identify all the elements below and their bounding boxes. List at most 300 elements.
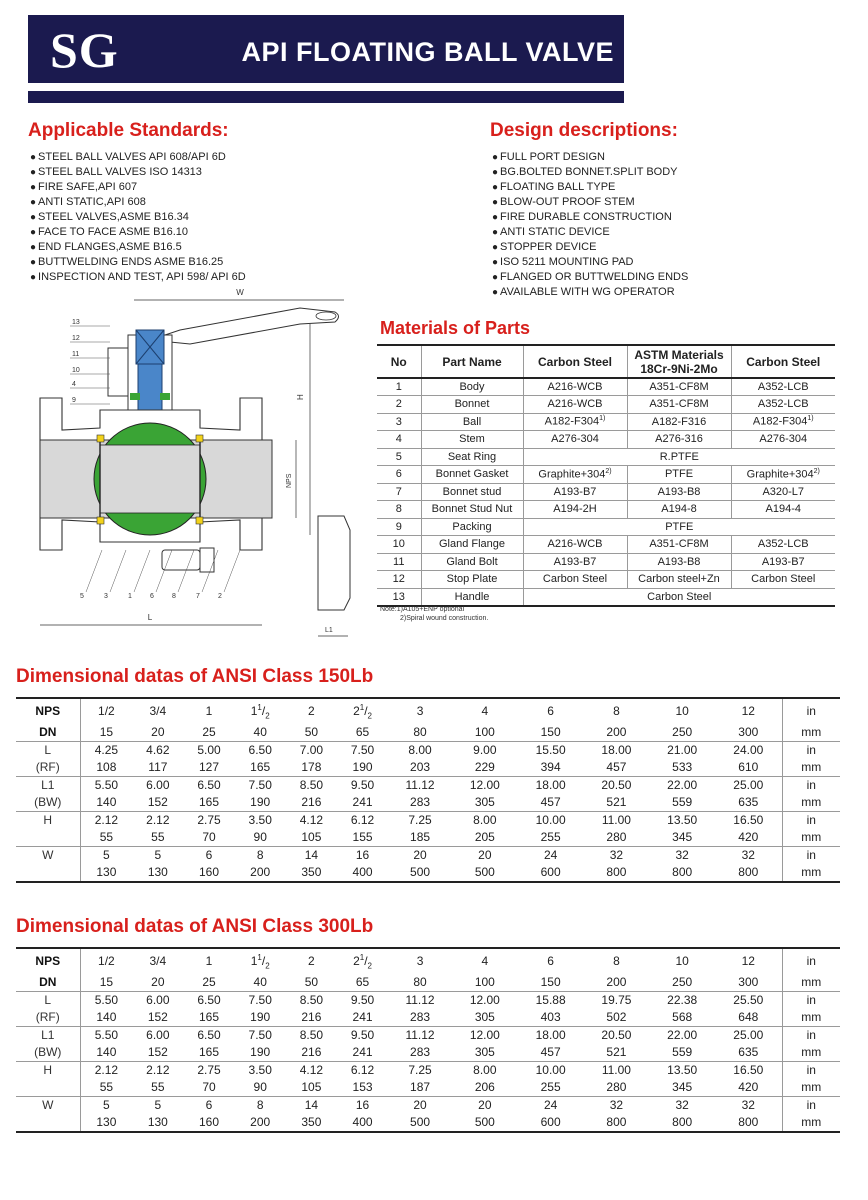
col-part-name: Part Name xyxy=(421,345,523,378)
dim-cell: 18.00 xyxy=(518,777,584,795)
dim-cell: 15 xyxy=(99,975,114,990)
dim-cell: 187 xyxy=(410,1080,431,1095)
material-value: A276-304 xyxy=(731,431,835,449)
dim-cell: 8.00 xyxy=(452,1062,518,1080)
dim-cell: 9.50 xyxy=(337,992,388,1010)
dim-cell: 65 xyxy=(355,725,370,740)
dim-row-label: NPS xyxy=(16,948,80,974)
dim-row xyxy=(16,974,840,992)
dim-row-label: L1 xyxy=(16,777,80,795)
nps-dim-label: NPS xyxy=(286,473,293,488)
material-no: 12 xyxy=(377,571,421,589)
dim-row-label xyxy=(16,829,80,847)
dim-cell: 420 xyxy=(738,1080,759,1095)
dim-cell: 20.50 xyxy=(584,777,650,795)
dim-cell: 70 xyxy=(202,830,216,845)
dim-cell: 800 xyxy=(715,864,782,882)
dim-cell: 200 xyxy=(235,864,286,882)
dim-cell: 178 xyxy=(301,760,322,775)
dim-cell: 5 xyxy=(80,847,132,865)
dim-cell: 140 xyxy=(96,1010,117,1025)
dim-cell: 14 xyxy=(286,1097,337,1115)
dim-cell: 24.00 xyxy=(715,742,782,760)
dim-cell: 3.50 xyxy=(235,812,286,830)
dim-cell: 20 xyxy=(388,1097,452,1115)
material-no: 2 xyxy=(377,396,421,414)
col-astm-line1: ASTM Materials xyxy=(634,347,724,362)
dim-cell: 200 xyxy=(235,1114,286,1132)
dim-row-label: L1 xyxy=(16,1027,80,1045)
design-item: ● FLOATING BALL TYPE xyxy=(492,180,688,195)
material-value: A194-2H xyxy=(523,501,627,519)
material-part: Seat Ring xyxy=(421,448,523,466)
dim-unit: mm xyxy=(782,829,840,847)
dim-cell: 400 xyxy=(337,1114,388,1132)
dim-cell: 200 xyxy=(606,975,627,990)
dim-cell: 206 xyxy=(474,1080,495,1095)
dim-cell: 152 xyxy=(147,1010,168,1025)
dim-row-label: L xyxy=(16,742,80,760)
dim-unit: mm xyxy=(782,1044,840,1062)
material-value: A193-B7 xyxy=(523,483,627,501)
dim-cell: 345 xyxy=(672,1080,693,1095)
dim-cell: 55 xyxy=(99,830,114,845)
dim-cell: 350 xyxy=(286,1114,337,1132)
dim-cell: 32 xyxy=(715,1097,782,1115)
dim-cell: 155 xyxy=(352,830,373,845)
dim-unit: mm xyxy=(782,974,840,992)
material-row xyxy=(377,413,835,431)
dim-cell: 255 xyxy=(540,830,561,845)
part-callout: 7 xyxy=(196,593,200,600)
dim-cell: 229 xyxy=(474,760,495,775)
dim-cell: 559 xyxy=(672,1045,693,1060)
dim-cell: 20 xyxy=(452,847,518,865)
dim-unit: mm xyxy=(782,724,840,742)
dim-cell: 165 xyxy=(199,795,220,810)
material-part: Handle xyxy=(421,588,523,606)
col-astm-line2: 18Cr-9Ni-2Mo xyxy=(640,361,718,376)
material-row xyxy=(377,378,835,396)
material-value: $Graphite+304^{2)}$ xyxy=(523,466,627,484)
valve-drawing xyxy=(0,280,370,660)
dim-cell: 350 xyxy=(286,864,337,882)
dim-cell: 32 xyxy=(584,847,650,865)
dim-cell: 5 xyxy=(80,1097,132,1115)
dim-cell: 15.50 xyxy=(518,742,584,760)
material-part: Bonnet Stud Nut xyxy=(421,501,523,519)
dim-cell: 205 xyxy=(474,830,495,845)
dim-cell: 4.62 xyxy=(132,742,183,760)
material-row xyxy=(377,588,835,606)
material-value: A216-WCB xyxy=(523,396,627,414)
materials-table xyxy=(377,344,835,607)
part-callout: 12 xyxy=(72,335,80,342)
dim-cell: 800 xyxy=(584,864,650,882)
dim-cell: $1^1/_2$ xyxy=(235,948,286,974)
dim-row-label: H xyxy=(16,1062,80,1080)
material-value: A320-L7 xyxy=(731,483,835,501)
dim-cell: 100 xyxy=(474,725,495,740)
dim-cell: $2^1/_2$ xyxy=(337,698,388,724)
dim-cell: 6 xyxy=(518,948,584,974)
dim-cell: 11.12 xyxy=(388,992,452,1010)
seat-ring xyxy=(97,435,104,442)
dim-cell: 70 xyxy=(202,1080,216,1095)
material-value: A182-F304$^{1)}$ xyxy=(523,413,627,431)
dim-cell: 10 xyxy=(649,698,715,724)
stop-plate xyxy=(108,348,128,396)
material-part: Gland Bolt xyxy=(421,553,523,571)
design-item: ● FULL PORT DESIGN xyxy=(492,150,688,165)
design-item: ● FLANGED OR BUTTWELDING ENDS xyxy=(492,270,688,285)
dim-row-label: (RF) xyxy=(16,1009,80,1027)
dim-cell: 153 xyxy=(352,1080,373,1095)
design-heading: Design descriptions: xyxy=(490,120,678,141)
dim-cell: 635 xyxy=(738,795,759,810)
dim300-heading: Dimensional datas of ANSI Class 300Lb xyxy=(16,916,374,937)
dim-cell: 4.12 xyxy=(286,1062,337,1080)
dim-cell: 502 xyxy=(606,1010,627,1025)
dim-row-label: H xyxy=(16,812,80,830)
dim-cell: 12.00 xyxy=(452,777,518,795)
dim-cell: 5 xyxy=(132,847,183,865)
l-dim-label: L xyxy=(147,613,153,622)
standards-item: ● END FLANGES,ASME B16.5 xyxy=(30,240,246,255)
dim-cell: 3.50 xyxy=(235,1062,286,1080)
dim-cell: 6.00 xyxy=(132,777,183,795)
dim-cell: 160 xyxy=(183,864,234,882)
standards-item: ● FACE TO FACE ASME B16.10 xyxy=(30,225,246,240)
material-value: Carbon Steel xyxy=(523,588,835,606)
design-item: ● BG.BOLTED BONNET.SPLIT BODY xyxy=(492,165,688,180)
material-value: PTFE xyxy=(523,518,835,536)
dim150-heading: Dimensional datas of ANSI Class 150Lb xyxy=(16,666,374,687)
dim-cell: 165 xyxy=(199,1010,220,1025)
dim-cell: 11.00 xyxy=(584,1062,650,1080)
dim-cell: 280 xyxy=(606,1080,627,1095)
dim-cell: 800 xyxy=(649,1114,715,1132)
dim-cell: 2.75 xyxy=(183,1062,234,1080)
dim150-table xyxy=(16,697,840,883)
dim-cell: 4 xyxy=(452,698,518,724)
dim-row xyxy=(16,1027,840,1045)
dim-cell: 4 xyxy=(452,948,518,974)
dim-cell: 250 xyxy=(672,975,693,990)
dim-cell: 241 xyxy=(352,795,373,810)
dim-cell: 394 xyxy=(540,760,561,775)
dim-cell: 105 xyxy=(301,830,322,845)
dim-cell: 1/2 xyxy=(80,698,132,724)
part-callout: 11 xyxy=(72,351,80,358)
dim-cell: 14 xyxy=(286,847,337,865)
material-value: A216-WCB xyxy=(523,378,627,396)
dim-cell: 635 xyxy=(738,1045,759,1060)
dim-row-label: L xyxy=(16,992,80,1010)
material-part: Ball xyxy=(421,413,523,431)
dim-cell: 22.00 xyxy=(649,1027,715,1045)
material-part: Stop Plate xyxy=(421,571,523,589)
dim-cell: 55 xyxy=(151,830,165,845)
dim-cell: 80 xyxy=(413,725,427,740)
material-value: A351-CF8M xyxy=(627,378,731,396)
dim-row xyxy=(16,724,840,742)
material-value: A193-B8 xyxy=(627,553,731,571)
dim-cell: 457 xyxy=(540,1045,561,1060)
dim-cell: 16 xyxy=(337,847,388,865)
dim-cell: 500 xyxy=(388,1114,452,1132)
col-carbon-steel-2: Carbon Steel xyxy=(731,345,835,378)
brand-logo: SG xyxy=(50,22,119,78)
dim-cell: 24 xyxy=(518,847,584,865)
dim-cell: 11.12 xyxy=(388,1027,452,1045)
dim-cell: 50 xyxy=(304,975,319,990)
buttweld-end xyxy=(318,516,350,610)
dim-cell: 283 xyxy=(410,795,431,810)
material-row xyxy=(377,396,835,414)
dim-unit: in xyxy=(782,1097,840,1115)
dim-cell: 648 xyxy=(738,1010,759,1025)
dim-cell: 8 xyxy=(584,948,650,974)
dim-row-label xyxy=(16,1114,80,1132)
dim-cell: 12.00 xyxy=(452,992,518,1010)
material-value: PTFE xyxy=(627,466,731,484)
dim-unit: in xyxy=(782,1027,840,1045)
dim-row xyxy=(16,1044,840,1062)
dim-cell: 165 xyxy=(250,760,271,775)
standards-item: ● BUTTWELDING ENDS ASME B16.25 xyxy=(30,255,246,270)
material-row xyxy=(377,466,835,484)
material-value: A193-B8 xyxy=(627,483,731,501)
design-list xyxy=(492,150,688,300)
material-row xyxy=(377,431,835,449)
material-part: Bonnet Gasket xyxy=(421,466,523,484)
dim-cell: 400 xyxy=(337,864,388,882)
dim-cell: 521 xyxy=(606,1045,627,1060)
dim-cell: 20 xyxy=(452,1097,518,1115)
dim-cell: 2.75 xyxy=(183,812,234,830)
dim-cell: 21.00 xyxy=(649,742,715,760)
dim-cell: 6.00 xyxy=(132,992,183,1010)
design-item: ● FIRE DURABLE CONSTRUCTION xyxy=(492,210,688,225)
material-value: A352-LCB xyxy=(731,396,835,414)
dim-cell: 130 xyxy=(132,1114,183,1132)
dim-cell: 800 xyxy=(715,1114,782,1132)
dim-unit: in xyxy=(782,698,840,724)
handle-end xyxy=(316,312,336,320)
dim-cell: 500 xyxy=(452,1114,518,1132)
dim-cell: 533 xyxy=(672,760,693,775)
dim-cell: 108 xyxy=(96,760,117,775)
dim-row xyxy=(16,1009,840,1027)
dim-cell: 140 xyxy=(96,1045,117,1060)
dim-cell: 216 xyxy=(301,1045,322,1060)
dim-cell: 600 xyxy=(518,864,584,882)
l1-dim-label: L1 xyxy=(325,627,333,634)
dim-cell: 7.50 xyxy=(337,742,388,760)
dim-cell: 190 xyxy=(250,795,271,810)
dim-cell: 610 xyxy=(738,760,759,775)
material-value: Carbon steel+Zn xyxy=(627,571,731,589)
dim-cell: 2.12 xyxy=(132,812,183,830)
dim-row xyxy=(16,1114,840,1132)
part-callout: 3 xyxy=(104,593,108,600)
dim-cell: 20.50 xyxy=(584,1027,650,1045)
material-value: A351-CF8M xyxy=(627,396,731,414)
dim-cell: 4.12 xyxy=(286,812,337,830)
dim-cell: 190 xyxy=(352,760,373,775)
dim-unit: mm xyxy=(782,864,840,882)
dim-cell: 2.12 xyxy=(80,812,132,830)
dim-cell: 11.00 xyxy=(584,812,650,830)
dim-cell: 40 xyxy=(253,975,267,990)
dim-cell: 5.50 xyxy=(80,992,132,1010)
dim-row-label: DN xyxy=(16,974,80,992)
dim-unit: in xyxy=(782,742,840,760)
material-value: $Graphite+304^{2)}$ xyxy=(731,466,835,484)
dim-cell: 2 xyxy=(286,698,337,724)
dim-row xyxy=(16,992,840,1010)
dim-cell: 5.00 xyxy=(183,742,234,760)
material-value: Carbon Steel xyxy=(731,571,835,589)
dim-row xyxy=(16,812,840,830)
bonnet-stud xyxy=(162,550,200,570)
dim-cell: 7.00 xyxy=(286,742,337,760)
dim-cell: 600 xyxy=(518,1114,584,1132)
material-row xyxy=(377,518,835,536)
dim-cell: 32 xyxy=(649,1097,715,1115)
standards-list xyxy=(30,150,246,285)
dim-cell: 12 xyxy=(715,698,782,724)
dim-cell: 6.50 xyxy=(183,777,234,795)
dim-cell: 457 xyxy=(606,760,627,775)
dim-cell: 216 xyxy=(301,795,322,810)
material-no: 7 xyxy=(377,483,421,501)
dim-cell: 300 xyxy=(738,725,759,740)
dim-cell: 521 xyxy=(606,795,627,810)
dim-cell: 10 xyxy=(649,948,715,974)
dim-cell: 100 xyxy=(474,975,495,990)
dim-row xyxy=(16,1062,840,1080)
dim-cell: 150 xyxy=(540,975,561,990)
materials-heading: Materials of Parts xyxy=(380,318,531,338)
material-value: R.PTFE xyxy=(523,448,835,466)
dim-cell: 5.50 xyxy=(80,1027,132,1045)
dim-row xyxy=(16,777,840,795)
dim-cell: 203 xyxy=(410,760,431,775)
material-value: A351-CF8M xyxy=(627,536,731,554)
dim-cell: 105 xyxy=(301,1080,322,1095)
dim-cell: 20 xyxy=(388,847,452,865)
dim-cell: 2 xyxy=(286,948,337,974)
w-dim-label: W xyxy=(236,288,244,297)
dim-row-label: NPS xyxy=(16,698,80,724)
dim-cell: 1/2 xyxy=(80,948,132,974)
dim-cell: 6 xyxy=(518,698,584,724)
dim-cell: 55 xyxy=(151,1080,165,1095)
material-no: 5 xyxy=(377,448,421,466)
dim-cell: 25 xyxy=(202,725,216,740)
dim-cell: 50 xyxy=(304,725,319,740)
design-item: ● STOPPER DEVICE xyxy=(492,240,688,255)
dim-cell: 559 xyxy=(672,795,693,810)
material-no: 9 xyxy=(377,518,421,536)
dim-unit: mm xyxy=(782,1009,840,1027)
standards-item: ● FIRE SAFE,API 607 xyxy=(30,180,246,195)
dim-cell: 283 xyxy=(410,1010,431,1025)
dim-cell: 4.25 xyxy=(80,742,132,760)
dim-cell: 6.50 xyxy=(183,992,234,1010)
material-row xyxy=(377,483,835,501)
dim-cell: 16.50 xyxy=(715,1062,782,1080)
dim-cell: 152 xyxy=(147,795,168,810)
dim-cell: 305 xyxy=(474,1045,495,1060)
material-no: 11 xyxy=(377,553,421,571)
dim-cell: 130 xyxy=(80,864,132,882)
dim-cell: 8.50 xyxy=(286,777,337,795)
col-no: No xyxy=(377,345,421,378)
dim-cell: 13.50 xyxy=(649,1062,715,1080)
dim-cell: 10.00 xyxy=(518,812,584,830)
dim-row-label: W xyxy=(16,1097,80,1115)
material-part: Packing xyxy=(421,518,523,536)
dim-cell: 241 xyxy=(352,1010,373,1025)
dim-cell: 25 xyxy=(202,975,216,990)
note-1: Note:1)A105+ENP optional xyxy=(380,606,465,613)
dim-unit: mm xyxy=(782,759,840,777)
dim-cell: 500 xyxy=(388,864,452,882)
part-callout: 4 xyxy=(72,381,76,388)
dim-cell: 9.50 xyxy=(337,1027,388,1045)
dim-cell: 8 xyxy=(584,698,650,724)
dim-cell: 20 xyxy=(151,975,165,990)
dim-unit: in xyxy=(782,948,840,974)
dim-cell: 5 xyxy=(132,1097,183,1115)
dim-cell: 127 xyxy=(199,760,220,775)
dim-cell: 7.50 xyxy=(235,992,286,1010)
material-no: 8 xyxy=(377,501,421,519)
material-part: Stem xyxy=(421,431,523,449)
dim-cell: 8.50 xyxy=(286,992,337,1010)
dim-cell: 32 xyxy=(649,847,715,865)
dim-cell: 130 xyxy=(132,864,183,882)
standards-item: ● INSPECTION AND TEST, API 598/ API 6D xyxy=(30,270,246,285)
dim-cell: 130 xyxy=(80,1114,132,1132)
dim-cell: 18.00 xyxy=(518,1027,584,1045)
dim-cell: 80 xyxy=(413,975,427,990)
dim-cell: 32 xyxy=(584,1097,650,1115)
standards-item: ● STEEL BALL VALVES API 608/API 6D xyxy=(30,150,246,165)
dim-row xyxy=(16,759,840,777)
dim-cell: 250 xyxy=(672,725,693,740)
dim-cell: 185 xyxy=(410,830,431,845)
dim-cell: 200 xyxy=(606,725,627,740)
dim-cell: 568 xyxy=(672,1010,693,1025)
dim-cell: 6.12 xyxy=(337,1062,388,1080)
material-value: A276-316 xyxy=(627,431,731,449)
dim-cell: 8.50 xyxy=(286,1027,337,1045)
dim-cell: 420 xyxy=(738,830,759,845)
dim-cell: 500 xyxy=(452,864,518,882)
design-item: ● AVAILABLE WITH WG OPERATOR xyxy=(492,285,688,300)
dim-row xyxy=(16,864,840,882)
dim-cell: 800 xyxy=(649,864,715,882)
dim-cell: 55 xyxy=(99,1080,114,1095)
dim-cell: 165 xyxy=(199,1045,220,1060)
material-value: A182-F304$^{1)}$ xyxy=(731,413,835,431)
dim-cell: 8 xyxy=(235,847,286,865)
standards-item: ● STEEL VALVES,ASME B16.34 xyxy=(30,210,246,225)
